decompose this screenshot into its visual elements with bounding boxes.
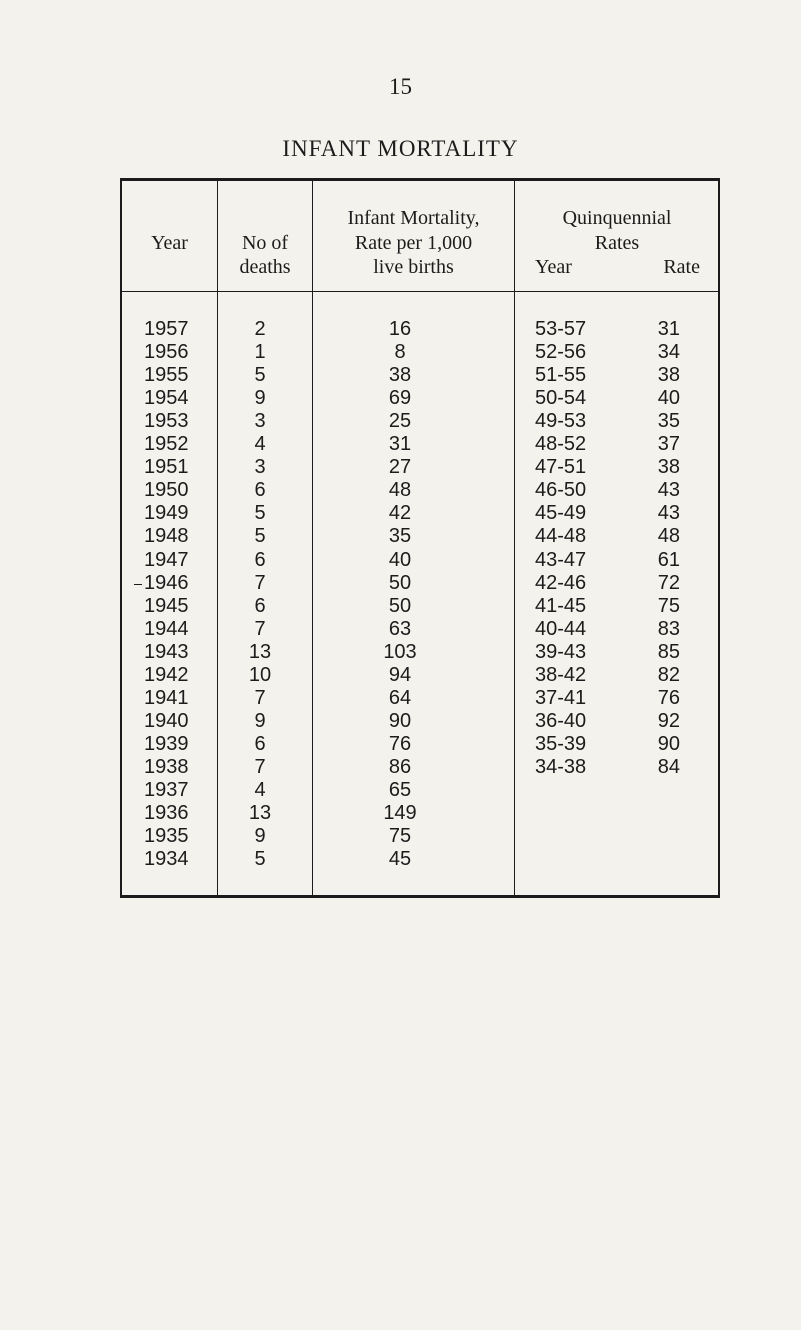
row-quinquennial-year: 52-56 <box>535 341 587 364</box>
row-deaths: 5 <box>254 525 266 548</box>
row-year: 1954 <box>144 387 189 410</box>
row-rate: 75 <box>388 825 412 848</box>
row-deaths: 6 <box>254 594 266 617</box>
row-rate: 90 <box>388 709 412 732</box>
row-quinquennial-year: 34-38 <box>535 755 587 778</box>
row-quinquennial-rate: 75 <box>657 594 680 617</box>
row-deaths: 13 <box>248 640 272 663</box>
row-quinquennial-rate: 85 <box>657 640 680 663</box>
row-quinquennial-rate: 35 <box>657 410 680 433</box>
row-deaths: 3 <box>254 410 266 433</box>
row-rate: 27 <box>388 456 412 479</box>
row-deaths: 3 <box>254 456 266 479</box>
row-rate: 94 <box>388 663 412 686</box>
row-year: 1936 <box>144 802 189 825</box>
row-rate: 31 <box>388 433 412 456</box>
column-divider-rate <box>312 180 313 897</box>
row-deaths: 1 <box>254 341 266 364</box>
row-deaths: 6 <box>254 479 266 502</box>
row-quinquennial-year: 42-46 <box>535 571 587 594</box>
row-quinquennial-year: 53-57 <box>535 318 587 340</box>
row-rate: 64 <box>388 686 412 709</box>
row-quinquennial-year: 43-47 <box>535 548 587 571</box>
row-quinquennial-rate: 92 <box>657 709 680 732</box>
row-rate: 76 <box>388 732 412 755</box>
row-year: 1938 <box>144 755 189 778</box>
row-quinquennial-year: 41-45 <box>535 594 587 617</box>
row-year: 1935 <box>144 825 189 848</box>
row-quinquennial-year: 35-39 <box>535 732 587 755</box>
row-deaths: 7 <box>254 571 266 594</box>
row-year: 1946 <box>144 571 189 594</box>
row-quinquennial-year: 48-52 <box>535 433 587 456</box>
header-deaths-line1: No of <box>241 232 289 254</box>
row-quinquennial-year: 51-55 <box>535 364 587 387</box>
row-quinquennial-rate: 38 <box>657 364 680 387</box>
column-divider-deaths <box>217 180 218 897</box>
row-rate: 48 <box>388 479 412 502</box>
header-deaths-line2: deaths <box>239 256 291 278</box>
row-quinquennial-rate: 31 <box>657 318 680 340</box>
row-year: 1952 <box>144 433 189 456</box>
row-rate: 86 <box>388 755 412 778</box>
row-rate: 35 <box>388 525 412 548</box>
row-year: 1941 <box>144 686 189 709</box>
row-rate: 8 <box>394 341 406 364</box>
page-title: INFANT MORTALITY <box>282 136 519 161</box>
row-quinquennial-year: 46-50 <box>535 479 587 502</box>
row-rate: 50 <box>388 571 412 594</box>
row-quinquennial-year: 49-53 <box>535 410 587 433</box>
row-deaths: 13 <box>248 802 272 825</box>
row-deaths: 2 <box>254 318 266 340</box>
row-year: 1942 <box>144 663 189 686</box>
header-quinquennial-year: Year <box>535 256 572 278</box>
row-quinquennial-rate: 83 <box>657 617 680 640</box>
row-deaths: 6 <box>254 732 266 755</box>
row-year: 1939 <box>144 732 189 755</box>
row-deaths: 10 <box>248 663 272 686</box>
row-year: 1944 <box>144 617 189 640</box>
row-quinquennial-year: 47-51 <box>535 456 587 479</box>
column-divider-quinquennial <box>514 180 515 897</box>
row-year: 1953 <box>144 410 189 433</box>
row-quinquennial-rate: 34 <box>657 341 680 364</box>
header-quinquennial-line2: Rates <box>594 232 640 254</box>
row-year: 1949 <box>144 502 189 525</box>
page-number: 15 <box>389 74 412 99</box>
row-rate: 50 <box>388 594 412 617</box>
row-quinquennial-rate: 37 <box>657 433 680 456</box>
row-quinquennial-year: 36-40 <box>535 709 587 732</box>
row-quinquennial-year: 37-41 <box>535 686 587 709</box>
header-year: Year <box>151 232 188 254</box>
row-quinquennial-year: 39-43 <box>535 640 587 663</box>
row-rate: 69 <box>388 387 412 410</box>
header-rate-line2: Rate per 1,000 <box>354 232 473 254</box>
row-rate: 103 <box>383 640 417 663</box>
row-quinquennial-year: 44-48 <box>535 525 587 548</box>
row-year: 1956 <box>144 341 189 364</box>
row-year: 1940 <box>144 709 189 732</box>
row-year: 1945 <box>144 594 189 617</box>
row-rate: 42 <box>388 502 412 525</box>
row-quinquennial-rate: 72 <box>657 571 680 594</box>
row-year: 1948 <box>144 525 189 548</box>
row-deaths: 7 <box>254 686 266 709</box>
row-deaths: 5 <box>254 502 266 525</box>
margin-dash-mark <box>134 584 142 585</box>
row-quinquennial-rate: 61 <box>657 548 680 571</box>
row-deaths: 9 <box>254 825 266 848</box>
row-rate: 40 <box>388 548 412 571</box>
header-quinquennial-rate: Rate <box>663 256 700 278</box>
header-rule <box>121 291 719 292</box>
row-quinquennial-rate: 76 <box>657 686 680 709</box>
row-deaths: 9 <box>254 387 266 410</box>
row-deaths: 4 <box>254 433 266 456</box>
header-rate-line1: Infant Mortality, <box>347 207 480 229</box>
row-quinquennial-rate: 43 <box>657 479 680 502</box>
row-year: 1951 <box>144 456 189 479</box>
row-quinquennial-rate: 43 <box>657 502 680 525</box>
row-quinquennial-rate: 84 <box>657 755 680 778</box>
row-deaths: 7 <box>254 617 266 640</box>
row-rate: 149 <box>383 802 417 825</box>
row-deaths: 7 <box>254 755 266 778</box>
row-rate: 16 <box>388 318 412 340</box>
row-year: 1937 <box>144 779 189 801</box>
row-quinquennial-rate: 40 <box>657 387 680 410</box>
row-deaths: 9 <box>254 709 266 732</box>
header-quinquennial-line1: Quinquennial <box>562 207 672 229</box>
row-quinquennial-rate: 90 <box>657 732 680 755</box>
row-rate: 45 <box>388 848 412 871</box>
row-year: 1947 <box>144 548 189 571</box>
row-year: 1955 <box>144 364 189 387</box>
row-year: 1950 <box>144 479 189 502</box>
row-quinquennial-year: 45-49 <box>535 502 587 525</box>
header-rate-line3: live births <box>373 256 454 278</box>
row-quinquennial-rate: 82 <box>657 663 680 686</box>
row-year: 1934 <box>144 848 189 871</box>
row-year: 1957 <box>144 318 189 340</box>
row-quinquennial-year: 40-44 <box>535 617 587 640</box>
row-rate: 38 <box>388 364 412 387</box>
row-quinquennial-rate: 38 <box>657 456 680 479</box>
row-deaths: 5 <box>254 364 266 387</box>
row-year: 1943 <box>144 640 189 663</box>
row-rate: 63 <box>388 617 412 640</box>
row-deaths: 6 <box>254 548 266 571</box>
row-rate: 65 <box>388 779 412 801</box>
row-deaths: 4 <box>254 779 266 801</box>
row-deaths: 5 <box>254 848 266 871</box>
row-quinquennial-year: 50-54 <box>535 387 587 410</box>
row-quinquennial-rate: 48 <box>657 525 680 548</box>
row-rate: 25 <box>388 410 412 433</box>
row-quinquennial-year: 38-42 <box>535 663 587 686</box>
